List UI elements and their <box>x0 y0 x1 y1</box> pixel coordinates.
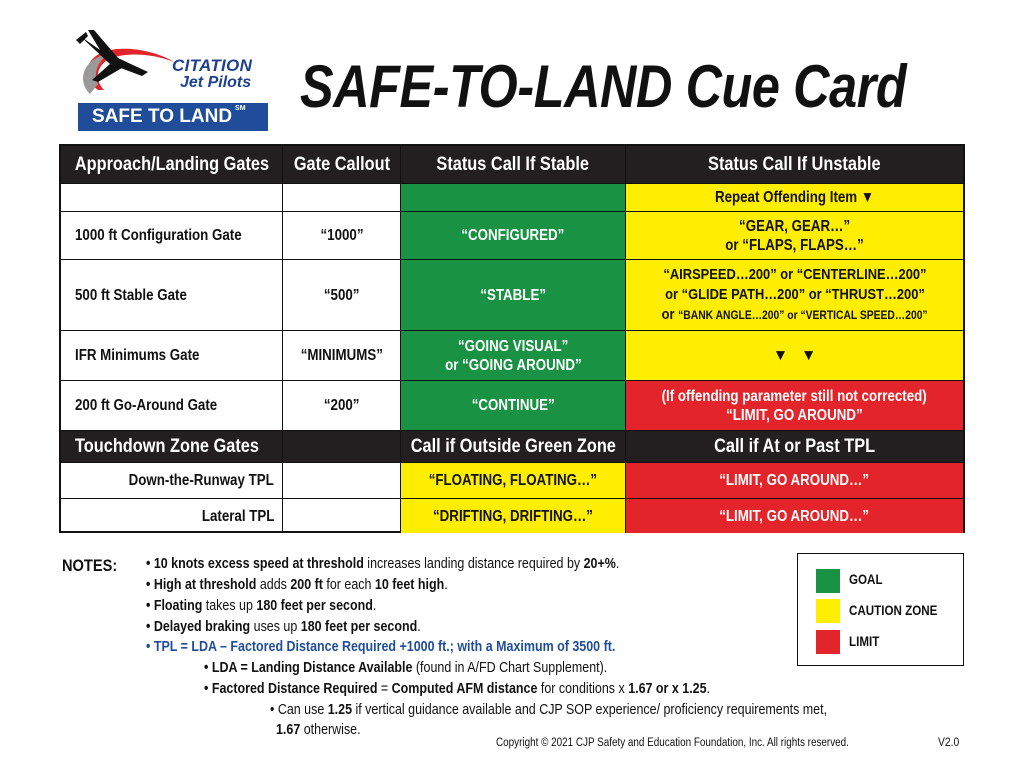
table-header-row <box>61 146 963 184</box>
header-callout: Gate Callout <box>293 154 390 175</box>
table-row <box>61 331 963 381</box>
gate-callout: “200” <box>323 397 360 414</box>
header-unstable: Status Call If Unstable <box>708 154 881 175</box>
citation-jet-pilots-logo <box>70 28 270 134</box>
table-row <box>61 184 963 212</box>
jet-icon <box>70 28 180 108</box>
outside-call: “FLOATING, FLOATING…” <box>428 472 598 489</box>
header-gates: Approach/Landing Gates <box>74 154 269 175</box>
gate-callout: “500” <box>323 286 360 304</box>
note-8: • Can use 1.25 if vertical guidance available and CJP SOP experience/ proficiency requirements met, <box>270 702 828 718</box>
table-row <box>61 260 963 331</box>
gate-name: 1000 ft Configuration Gate <box>75 227 242 244</box>
gate-name: Lateral TPL <box>201 507 274 525</box>
stable-call: “CONFIGURED” <box>461 227 565 244</box>
repeat-offending-item: Repeat Offending Item ▼ <box>714 189 875 206</box>
note-6: • LDA = Landing Distance Available (found in A/FD Chart Supplement). <box>204 660 608 676</box>
past-tpl-call: “LIMIT, GO AROUND…” <box>719 507 870 525</box>
table-row <box>61 381 963 431</box>
legend-caution: CAUTION ZONE <box>849 603 938 618</box>
color-legend <box>797 553 964 666</box>
gate-callout: “MINIMUMS” <box>300 347 383 364</box>
gate-name: 500 ft Stable Gate <box>75 286 187 304</box>
brand-line-1: CITATION <box>172 56 253 75</box>
table-row <box>61 212 963 260</box>
table-row <box>61 499 963 533</box>
note-7: • Factored Distance Required = Computed AFM distance for conditions x 1.67 or x 1.25. <box>204 681 711 697</box>
legend-limit: LIMIT <box>849 634 880 649</box>
gate-name: Down-the-Runway TPL <box>128 472 274 489</box>
safe-to-land-bar: SAFE TO LAND ℠ <box>78 103 268 131</box>
unstable-call: or “GLIDE PATH…200” or “THRUST…200” <box>664 286 925 303</box>
unstable-call: “GEAR, GEAR…” <box>738 217 851 235</box>
gate-name: 200 ft Go-Around Gate <box>75 397 218 414</box>
unstable-call-small: “BANK ANGLE…200” or “VERTICAL SPEED…200” <box>678 308 928 322</box>
past-tpl-call: “LIMIT, GO AROUND…” <box>719 472 870 489</box>
unstable-or: or <box>661 306 675 323</box>
note-2: • High at threshold adds 200 ft for each 10 feet high. <box>146 577 448 593</box>
note-9: 1.67 otherwise. <box>276 722 361 738</box>
limit-swatch <box>816 630 840 654</box>
brand-line-2: Jet Pilots <box>180 74 252 91</box>
note-3: • Floating takes up 180 feet per second. <box>146 598 377 614</box>
stable-call: “GOING VISUAL” <box>457 337 569 355</box>
unstable-call: or “FLAPS, FLAPS…” <box>725 236 864 254</box>
caution-swatch <box>816 599 840 623</box>
note-1: • 10 knots excess speed at threshold increases landing distance required by 20+%. <box>146 556 620 572</box>
gate-name: IFR Minimums Gate <box>75 347 200 364</box>
unstable-call: “LIMIT, GO AROUND” <box>726 406 863 424</box>
copyright: Copyright © 2021 CJP Safety and Education Foundation, Inc. All rights reserved. <box>496 737 849 749</box>
goal-swatch <box>816 569 840 593</box>
stable-call: or “GOING AROUND” <box>444 356 582 374</box>
version: V2.0 <box>938 735 960 749</box>
unstable-call: “AIRSPEED…200” or “CENTERLINE…200” <box>662 266 927 283</box>
note-4: • Delayed braking uses up 180 feet per second. <box>146 619 421 635</box>
legend-goal: GOAL <box>849 572 883 587</box>
unstable-call: (If offending parameter still not corrected) <box>661 387 928 405</box>
header-touchdown: Touchdown Zone Gates <box>75 436 259 457</box>
header-stable: Status Call If Stable <box>436 154 590 175</box>
header-past-tpl: Call if At or Past TPL <box>713 436 876 457</box>
down-arrows: ▼ ▼ <box>772 347 817 364</box>
cue-card-table <box>59 144 965 533</box>
gate-callout: “1000” <box>319 227 363 244</box>
stable-call: “CONTINUE” <box>471 397 555 414</box>
notes-label: NOTES: <box>62 556 118 575</box>
touchdown-header-row <box>61 431 963 463</box>
outside-call: “DRIFTING, DRIFTING…” <box>433 507 593 525</box>
page-title: SAFE-TO-LAND Cue Card <box>300 53 907 120</box>
table-row <box>61 463 963 499</box>
note-5: • TPL = LDA – Factored Distance Required +1000 ft.; with a Maximum of 3500 ft. <box>146 639 616 655</box>
header-outside-green: Call if Outside Green Zone <box>410 436 616 457</box>
stable-call: “STABLE” <box>480 286 546 304</box>
